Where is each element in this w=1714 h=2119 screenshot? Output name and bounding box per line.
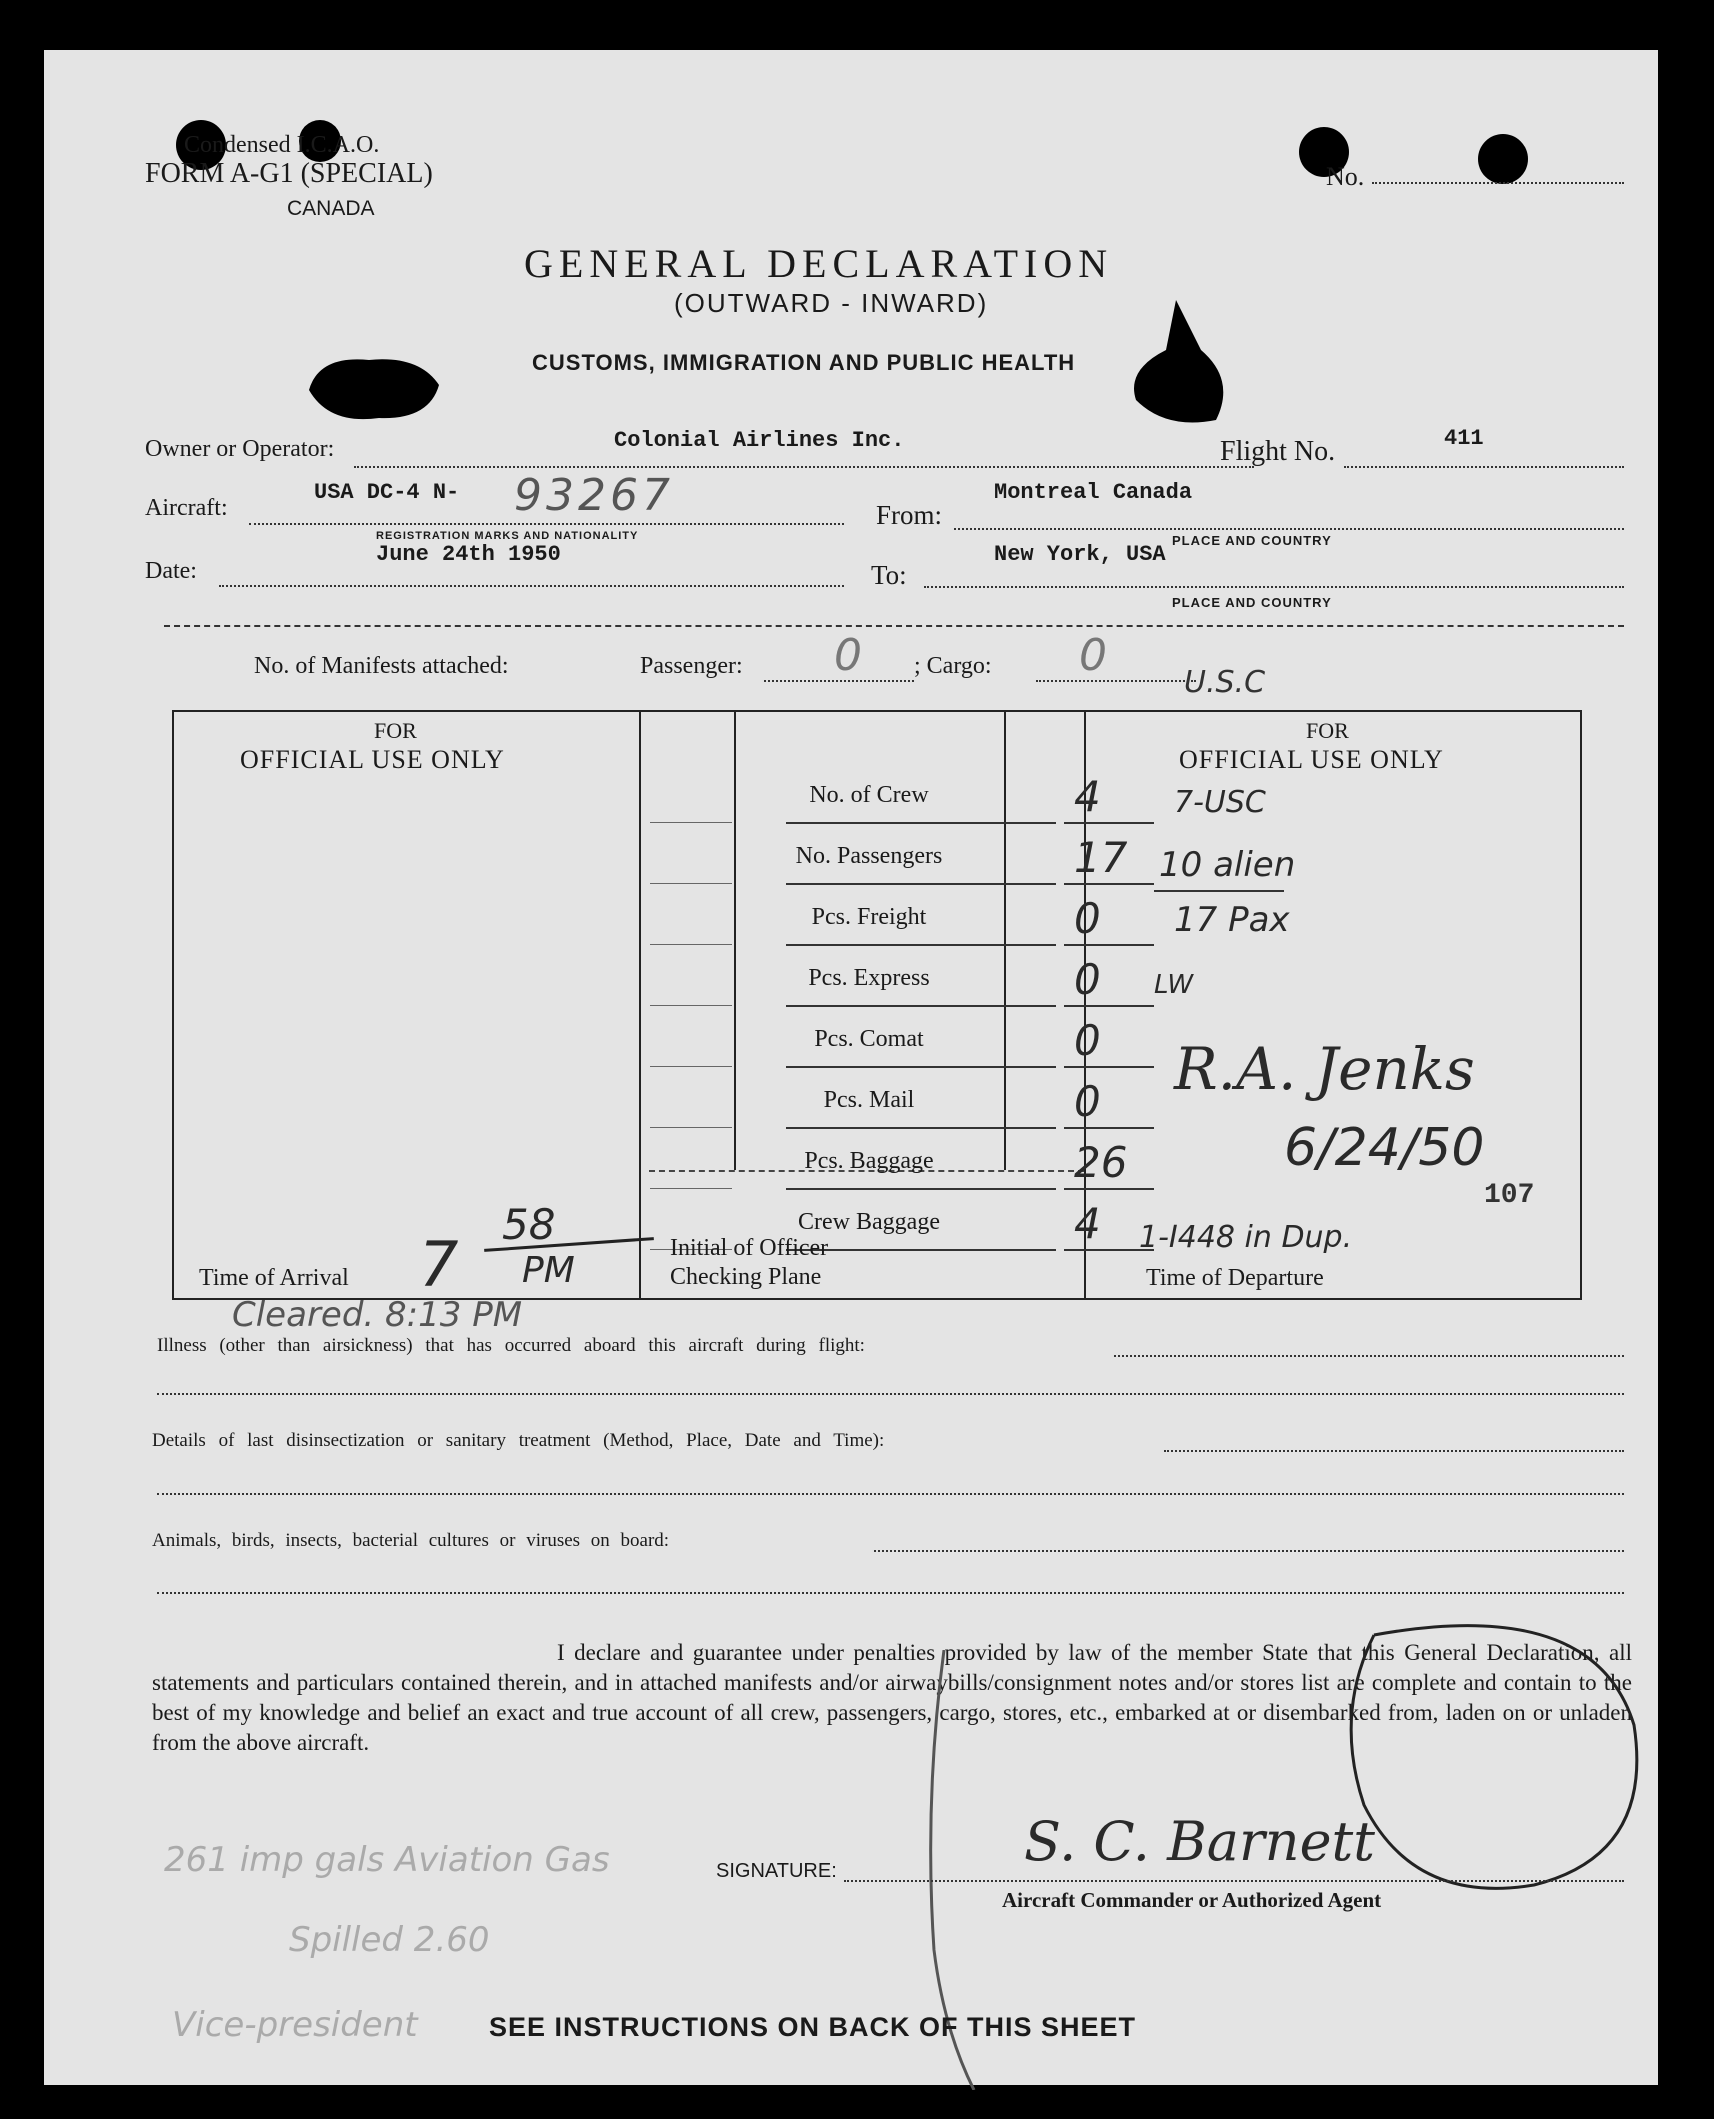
row-label: No. Passengers: [795, 843, 943, 869]
disinsect-label: Details of last disinsectization or sanitary treatment (Method, Place, Date and Time):: [152, 1430, 885, 1451]
form-line-1: Condensed I.C.A.O.: [184, 132, 380, 158]
faint-note-vp: Vice-president: [172, 2005, 418, 2045]
row-rule-initial: [650, 1127, 732, 1128]
row-rule-initial: [650, 822, 732, 823]
row-value[interactable]: 17: [1074, 833, 1128, 882]
commander-signature[interactable]: S. C. Barnett: [1024, 1810, 1375, 1873]
instructions-footer: SEE INSTRUCTIONS ON BACK OF THIS SHEET: [489, 2012, 1137, 2042]
row-rule-initial: [650, 944, 732, 945]
row-rule-value: [1064, 822, 1154, 824]
to-value[interactable]: New York, USA: [994, 542, 1166, 567]
initial-label-2: Checking Plane: [670, 1264, 822, 1290]
row-rule-value: [1064, 1005, 1154, 1007]
faint-note-spilled: Spilled 2.60: [289, 1920, 490, 1960]
i448-note: 1-I448 in Dup.: [1139, 1220, 1353, 1255]
inspector-signature: R.A. Jenks: [1174, 1035, 1475, 1103]
illness-line-2: [157, 1393, 1624, 1395]
to-label: To:: [871, 560, 907, 590]
header-separator: [164, 625, 1624, 627]
signature-label: SIGNATURE:: [716, 1860, 837, 1882]
row-value[interactable]: 4: [1074, 1199, 1101, 1248]
note-usc-count: 7-USC: [1174, 785, 1266, 820]
passenger-manifest-value[interactable]: 0: [834, 630, 862, 681]
right-usc-mark: U.S.C: [1184, 665, 1266, 700]
row-label: Pcs. Express: [808, 965, 930, 991]
time-arrival-hour[interactable]: 7: [419, 1228, 459, 1301]
row-rule-initial: [650, 1005, 732, 1006]
punch-hole: [1478, 134, 1528, 184]
owner-label: Owner or Operator:: [145, 436, 335, 462]
commander-label: Aircraft Commander or Authorized Agent: [1002, 1888, 1382, 1912]
table-divider-value: [1004, 710, 1006, 1170]
note-pax-count: 17 Pax: [1174, 900, 1290, 940]
row-rule-initial: [650, 1066, 732, 1067]
row-rule: [786, 1066, 1056, 1068]
note-alien-count: 10 alien: [1159, 845, 1296, 885]
table-divider-left: [639, 710, 641, 1300]
page-subtitle: (OUTWARD - INWARD): [674, 288, 989, 318]
time-arrival-label: Time of Arrival: [199, 1265, 349, 1291]
inspection-date: 6/24/50: [1284, 1118, 1485, 1178]
row-value[interactable]: 0: [1074, 955, 1101, 1004]
disinsect-line-2: [157, 1493, 1624, 1495]
row-rule-value: [1064, 883, 1154, 885]
registration-caption: REGISTRATION MARKS AND NATIONALITY: [376, 530, 639, 542]
left-official-label: OFFICIAL USE ONLY: [240, 745, 505, 774]
animals-line-1: [874, 1550, 1624, 1552]
aircraft-value[interactable]: USA DC-4 N-: [314, 480, 460, 505]
cleared-note: Cleared. 8:13 PM: [232, 1295, 523, 1335]
row-rule-initial: [650, 1188, 732, 1189]
to-line: [924, 586, 1624, 588]
date-label: Date:: [145, 558, 197, 584]
time-departure-label: Time of Departure: [1146, 1265, 1324, 1291]
row-rule-initial: [650, 883, 732, 884]
row-rule: [786, 1127, 1056, 1129]
illness-line-1: [1114, 1355, 1624, 1357]
cargo-manifest-value[interactable]: 0: [1079, 630, 1107, 681]
cargo-manifest-label: ; Cargo:: [914, 653, 992, 679]
from-value[interactable]: Montreal Canada: [994, 480, 1193, 505]
aircraft-line: [249, 523, 844, 525]
form-line-2: FORM A-G1 (SPECIAL): [145, 158, 433, 189]
from-label: From:: [876, 500, 943, 530]
no-line: [1372, 182, 1624, 184]
row-value[interactable]: 26: [1074, 1138, 1128, 1187]
right-for-label: FOR: [1306, 718, 1349, 743]
note-initials: LW: [1154, 970, 1194, 1000]
passenger-manifest-label: Passenger:: [640, 653, 743, 679]
note-underline: [1154, 890, 1284, 892]
declaration-text: I declare and guarantee under penalties provided by law of the member State that this General Declaration, all statements and particulars contained therein, and in attached manifests and/or airwaybills/consignment notes and/or stores list are complete and contain to the best of my knowledge and belief an exact and true account of all crew, passengers, cargo, stores, etc., embarked at or disembarked from, laden on or unladen from the above aircraft.: [152, 1640, 1632, 1755]
pen-loop-mark: [1334, 1605, 1654, 1915]
illness-label: Illness (other than airsickness) that has occurred aboard this aircraft during flight:: [157, 1335, 865, 1356]
time-arrival-pm[interactable]: PM: [522, 1250, 575, 1291]
row-label: Crew Baggage: [798, 1209, 940, 1235]
initial-label-1: Initial of Officer: [670, 1235, 829, 1261]
ink-blot: [1126, 300, 1236, 430]
customs-line: CUSTOMS, IMMIGRATION AND PUBLIC HEALTH: [532, 350, 1076, 375]
table-divider-mid: [734, 710, 736, 1170]
row-rule: [786, 1188, 1056, 1190]
place-caption-1: PLACE AND COUNTRY: [1172, 533, 1332, 548]
row-rule: [786, 883, 1056, 885]
aircraft-number-handwritten[interactable]: 93267: [514, 470, 674, 521]
aircraft-label: Aircraft:: [145, 495, 228, 521]
from-line: [954, 528, 1624, 530]
manifests-label: No. of Manifests attached:: [254, 653, 509, 679]
row-rule-value: [1064, 1066, 1154, 1068]
row-label: Pcs. Baggage: [804, 1148, 934, 1174]
page-title: GENERAL DECLARATION: [524, 241, 1114, 286]
row-rule-value: [1064, 1188, 1154, 1190]
row-rule: [786, 1005, 1056, 1007]
row-value[interactable]: 0: [1074, 1016, 1101, 1065]
row-value[interactable]: 0: [1074, 894, 1101, 943]
form-line-3: CANADA: [287, 197, 375, 220]
owner-value[interactable]: Colonial Airlines Inc.: [614, 428, 905, 453]
row-label: No. of Crew: [809, 782, 929, 808]
signature-line: [844, 1880, 1624, 1882]
flight-line: [1344, 466, 1624, 468]
disinsect-line-1: [1164, 1450, 1624, 1452]
row-rule: [786, 944, 1056, 946]
left-for-label: FOR: [374, 718, 417, 743]
row-rule-value: [1064, 1127, 1154, 1129]
cargo-manifest-line: [1036, 680, 1196, 682]
no-label: No.: [1326, 162, 1365, 191]
row-label: Pcs. Mail: [823, 1087, 915, 1113]
time-arrival-minutes[interactable]: 58: [502, 1200, 556, 1249]
inspection-number: 107: [1484, 1180, 1535, 1211]
row-value[interactable]: 4: [1074, 772, 1101, 821]
ink-blot: [299, 350, 449, 430]
row-rule: [786, 822, 1056, 824]
place-caption-2: PLACE AND COUNTRY: [1172, 595, 1332, 610]
row-value[interactable]: 0: [1074, 1077, 1101, 1126]
right-official-label: OFFICIAL USE ONLY: [1179, 745, 1444, 774]
row-label: Pcs. Freight: [811, 904, 927, 930]
animals-label: Animals, birds, insects, bacterial cultures or viruses on board:: [152, 1530, 670, 1551]
date-value[interactable]: June 24th 1950: [376, 542, 561, 567]
animals-line-2: [157, 1592, 1624, 1594]
row-label: Pcs. Comat: [814, 1026, 924, 1052]
owner-line: [354, 466, 1254, 468]
form-paper: [44, 50, 1658, 2085]
row-rule-value: [1064, 944, 1154, 946]
faint-note-fuel: 261 imp gals Aviation Gas: [164, 1840, 610, 1880]
flight-value[interactable]: 411: [1444, 426, 1484, 451]
flight-label: Flight No.: [1220, 436, 1336, 467]
date-line: [219, 585, 844, 587]
